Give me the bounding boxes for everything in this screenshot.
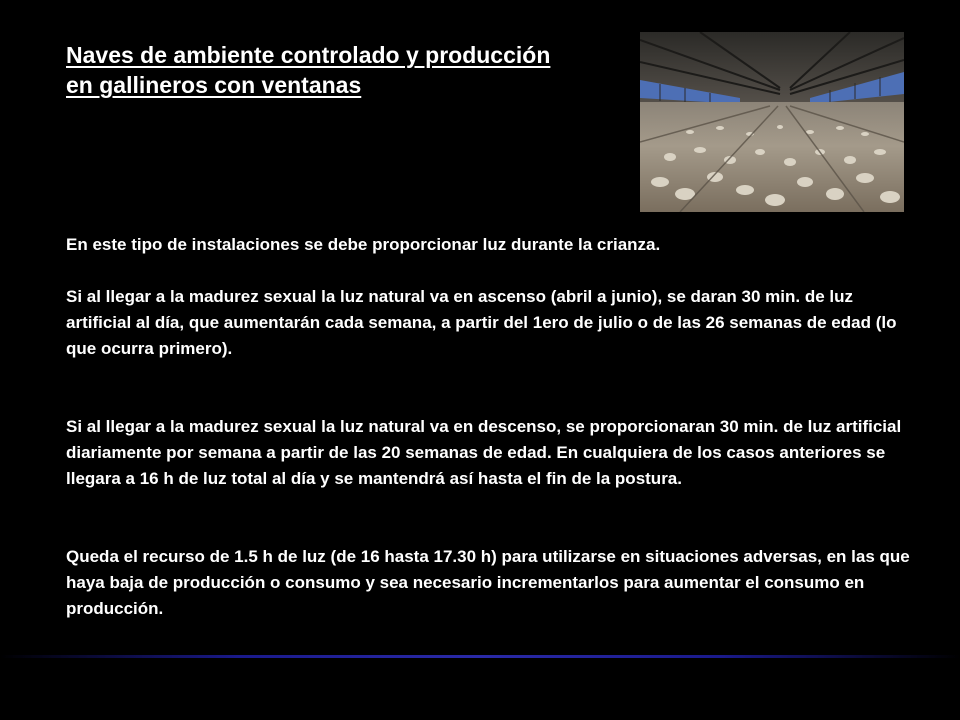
title-line-1: Naves de ambiente controlado y producción [66,42,551,68]
bottom-divider [0,655,960,658]
slide-title [66,40,636,100]
paragraph-descending-light: Si al llegar a la madurez sexual la luz natural va en descenso, se proporcionaran 30 min. de luz artificial diariamente por semana a partir de las 20 semanas de edad. En cualquiera de los casos anteriores se llegara a 16 h de luz total al día y se mantendrá así hasta el fin de la postura. [66,417,902,488]
paragraph-ascending-light: Si al llegar a la madurez sexual la luz natural va en ascenso (abril a junio), se daran 30 min. de luz artificial al día, que aumentarán cada semana, a partir del 1ero de julio o de las 26 semanas de edad (lo que ocurra primero). [66,287,897,358]
body-text [66,232,916,622]
poultry-house-photo [640,32,904,212]
paragraph-lighting-requirement: En este tipo de instalaciones se debe proporcionar luz durante la crianza. [66,235,661,254]
paragraph-extra-light-resource: Queda el recurso de 1.5 h de luz (de 16 hasta 17.30 h) para utilizarse en situaciones adversas, en las que haya baja de producción o consumo y sea necesario incrementarlos para aumentar el consumo en producción. [66,547,910,618]
title-line-2: en gallineros con ventanas [66,72,362,98]
